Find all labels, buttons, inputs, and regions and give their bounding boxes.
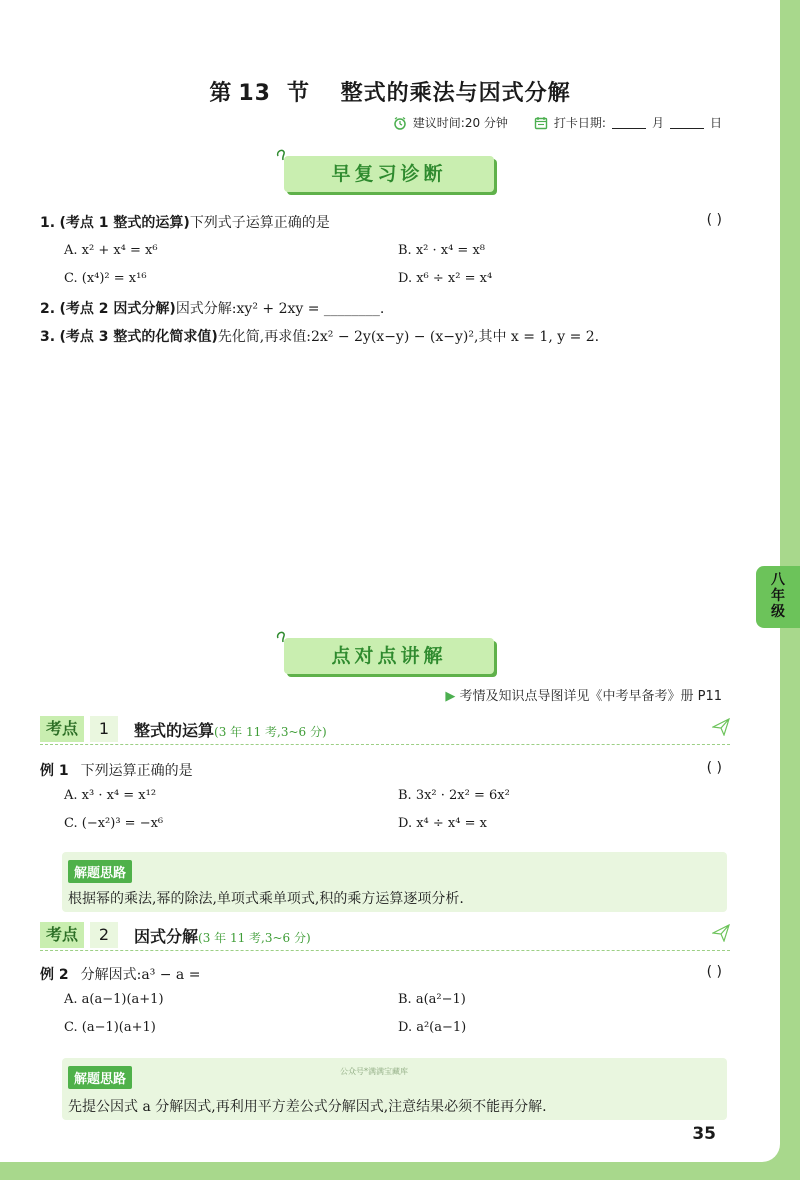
day-label: 日 [709, 116, 722, 130]
option-c[interactable]: C. (a−1)(a+1) [64, 1020, 156, 1035]
option-a[interactable]: A. x³ · x⁴ = x¹² [64, 788, 157, 803]
grade-tab-char: 年 [771, 588, 785, 604]
meta-line [393, 114, 722, 131]
section-prefix: 第 [209, 81, 233, 106]
month-blank[interactable] [612, 117, 646, 129]
option-a[interactable]: A. x² + x⁴ = x⁶ [64, 243, 158, 258]
option-c[interactable]: C. (x⁴)² = x¹⁶ [64, 271, 147, 286]
watermark: 公众号*满满宝藏库 [340, 1067, 408, 1076]
grade-tab[interactable] [756, 566, 800, 628]
option-d[interactable]: D. x⁴ ÷ x⁴ = x [398, 816, 487, 831]
pin-icon [274, 146, 292, 164]
question-number: 1. [40, 215, 56, 231]
suggested-time: 建议时间:20 分钟 [412, 116, 508, 130]
section-name: 整式的乘法与因式分解 [340, 81, 571, 106]
example-number: 例 1 [40, 763, 69, 779]
grade-tab-char: 级 [771, 604, 785, 620]
section-unit: 节 [286, 81, 310, 106]
answer-paren[interactable]: ( ) [706, 964, 722, 980]
page-title [0, 76, 780, 107]
hint-text: 根据幂的乘法,幂的除法,单项式乘单项式,积的乘方运算逐项分析. [68, 891, 464, 907]
question-number: 3. [40, 329, 56, 345]
banner-lecture-label: 点对点讲解 [331, 645, 447, 667]
banner-review [284, 156, 494, 192]
reference-note [445, 685, 722, 704]
question-1 [40, 212, 330, 232]
alarm-clock-icon [393, 116, 407, 130]
option-a[interactable]: A. a(a−1)(a+1) [64, 992, 164, 1007]
pin-icon [274, 628, 292, 646]
option-c[interactable]: C. (−x²)³ = −x⁶ [64, 816, 164, 831]
example-1 [40, 760, 193, 780]
question-text: 先化简,再求值:2x² − 2y(x−y) − (x−y)²,其中 x = 1, y = 2. [217, 329, 600, 345]
day-blank[interactable] [670, 117, 704, 129]
kp-title [134, 718, 327, 741]
banner-review-label: 早复习诊断 [331, 163, 447, 185]
question-text: 下列式子运算正确的是 [189, 215, 330, 231]
knowledge-point-1 [40, 716, 730, 745]
paper-plane-icon [712, 718, 730, 736]
kp-label: 考点 [40, 716, 84, 742]
section-number: 13 [238, 81, 271, 106]
hint-tag: 解题思路 [68, 1066, 132, 1089]
example-text: 下列运算正确的是 [80, 763, 193, 779]
checkin-label: 打卡日期: [553, 116, 606, 130]
paper-plane-icon [712, 924, 730, 942]
answer-paren[interactable]: ( ) [706, 760, 722, 776]
month-label: 月 [651, 116, 664, 130]
kp-number: 2 [90, 922, 118, 948]
example-2 [40, 964, 200, 984]
hint-box-1 [62, 852, 727, 912]
page-number: 35 [692, 1124, 716, 1144]
question-tag: (考点 1 整式的运算) [59, 215, 190, 231]
option-d[interactable]: D. a²(a−1) [398, 1020, 467, 1035]
option-b[interactable]: B. 3x² · 2x² = 6x² [398, 788, 510, 803]
question-3 [40, 326, 599, 346]
reference-text: 考情及知识点导图详见《中考早备考》册 P11 [459, 689, 722, 704]
example-text: 分解因式:a³ − a = [80, 967, 201, 983]
kp-label: 考点 [40, 922, 84, 948]
kp-title [134, 924, 311, 947]
grade-tab-char: 八 [771, 572, 785, 588]
question-text: 因式分解:xy² + 2xy = ________. [175, 301, 385, 317]
option-b[interactable]: B. a(a²−1) [398, 992, 466, 1007]
kp-subtitle: (3 年 11 考,3~6 分) [214, 725, 327, 739]
example-number: 例 2 [40, 967, 69, 983]
question-tag: (考点 2 因式分解) [59, 301, 176, 317]
option-b[interactable]: B. x² · x⁴ = x⁸ [398, 243, 486, 258]
calendar-icon [534, 116, 548, 130]
kp-number: 1 [90, 716, 118, 742]
arrow-right-icon: ▶ [445, 689, 456, 704]
kp-name: 整式的运算 [134, 721, 215, 740]
kp-name: 因式分解 [134, 927, 199, 946]
question-number: 2. [40, 301, 56, 317]
hint-tag: 解题思路 [68, 860, 132, 883]
banner-lecture [284, 638, 494, 674]
answer-paren[interactable]: ( ) [706, 212, 722, 228]
option-d[interactable]: D. x⁶ ÷ x² = x⁴ [398, 271, 493, 286]
knowledge-point-2 [40, 922, 730, 951]
question-tag: (考点 3 整式的化简求值) [59, 329, 218, 345]
question-2 [40, 298, 384, 318]
kp-subtitle: (3 年 11 考,3~6 分) [198, 931, 311, 945]
hint-text: 先提公因式 a 分解因式,再利用平方差公式分解因式,注意结果必须不能再分解. [68, 1099, 547, 1115]
